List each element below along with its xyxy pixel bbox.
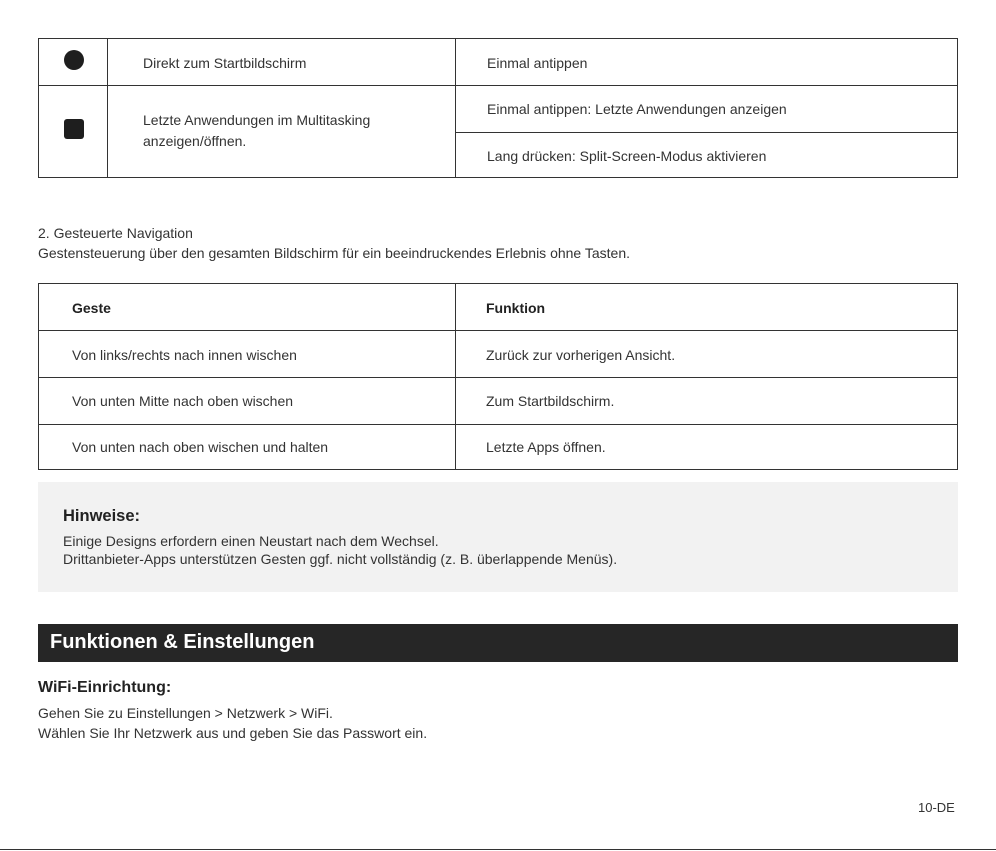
table-cell: Letzte Anwendungen im Multitasking [143, 112, 371, 128]
table-cell: Von unten nach oben wischen und halten [72, 439, 329, 455]
table-cell: Zurück zur vorherigen Ansicht. [486, 347, 676, 363]
table-cell: Von links/rechts nach innen wischen [72, 347, 297, 363]
section-heading: 2. Gesteuerte Navigation [38, 225, 193, 241]
table-cell: Direkt zum Startbildschirm [143, 55, 307, 71]
table-divider [39, 377, 957, 378]
table-cell: Zum Startbildschirm. [486, 393, 615, 409]
table-divider [455, 132, 957, 133]
table-divider [39, 424, 957, 425]
table-header: Geste [72, 300, 111, 316]
page-number: 10-DE [918, 800, 955, 815]
table-cell: Von unten Mitte nach oben wischen [72, 393, 294, 409]
gesture-table [38, 283, 958, 470]
table-cell: anzeigen/öffnen. [143, 133, 247, 149]
button-functions-table [38, 38, 958, 178]
circle-icon [64, 50, 84, 70]
table-divider [455, 39, 456, 177]
table-cell: Einmal antippen: Letzte Anwendungen anzeigen [487, 101, 787, 117]
notes-box [38, 482, 958, 592]
section-header-bar [38, 624, 958, 662]
wifi-step: Wählen Sie Ihr Netzwerk aus und geben Sie das Passwort ein. [38, 725, 428, 741]
table-cell: Letzte Apps öffnen. [486, 439, 606, 455]
table-divider [39, 85, 957, 86]
table-divider [39, 330, 957, 331]
table-divider [107, 39, 108, 177]
notes-title: Hinweise: [63, 507, 141, 525]
note-line: Einige Designs erfordern einen Neustart nach dem Wechsel. [63, 533, 439, 549]
footer-rule [0, 849, 996, 850]
wifi-title: WiFi-Einrichtung: [38, 679, 172, 696]
wifi-step: Gehen Sie zu Einstellungen > Netzwerk > WiFi. [38, 705, 333, 721]
table-cell: Einmal antippen [487, 55, 588, 71]
section-title: Funktionen & Einstellungen [50, 631, 315, 653]
square-icon [64, 119, 84, 139]
section-intro: Gestensteuerung über den gesamten Bildschirm für ein beeindruckendes Erlebnis ohne Tasten. [38, 245, 630, 261]
table-cell: Lang drücken: Split-Screen-Modus aktivieren [487, 148, 767, 164]
note-line: Drittanbieter-Apps unterstützen Gesten ggf. nicht vollständig (z. B. überlappende Menüs). [63, 551, 618, 567]
table-header: Funktion [486, 300, 546, 316]
